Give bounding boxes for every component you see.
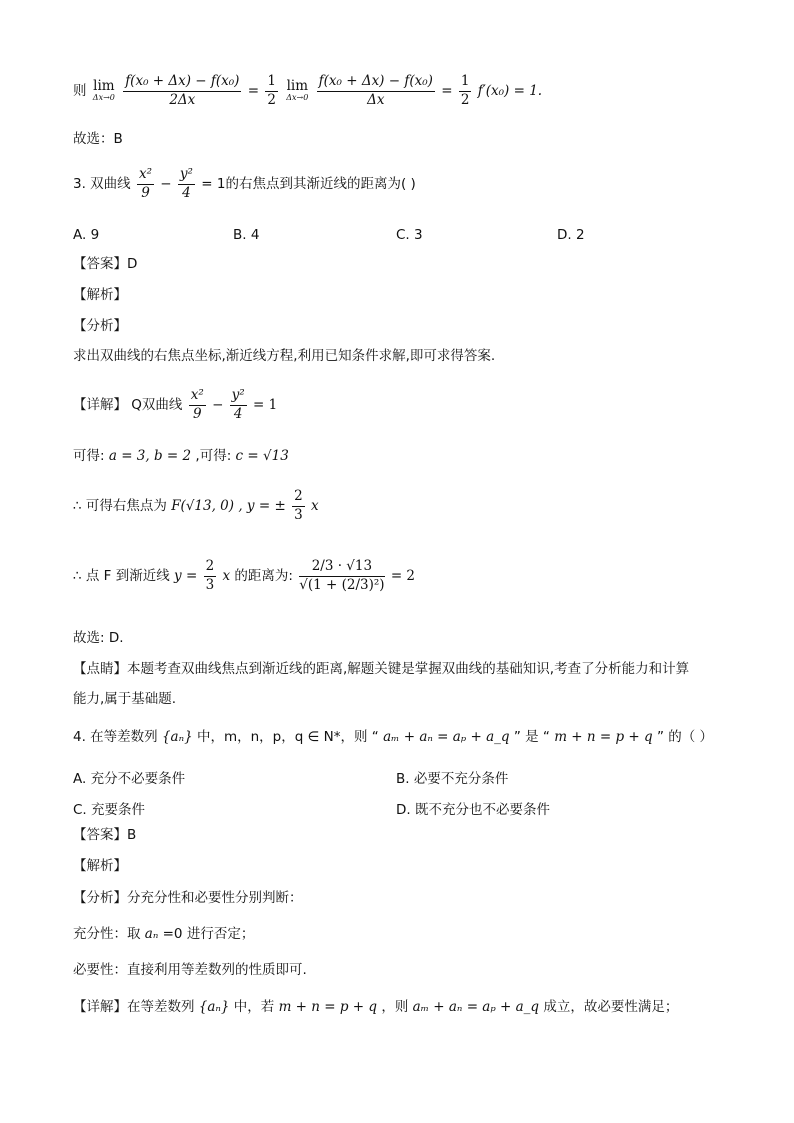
q3-detail-line <box>73 389 277 421</box>
q3-detail-four: 4 <box>233 405 243 422</box>
q3-x2: x² <box>137 168 154 185</box>
q3-option-a: A. 9 <box>73 227 100 243</box>
q3-ab-prefix: 可得: <box>73 448 105 464</box>
half-numerator: 1 <box>265 75 278 92</box>
q4-cond2: m + n = p + q <box>554 729 653 745</box>
q4-suff-tail: =0 进行否定； <box>162 926 255 942</box>
q4-stem <box>73 731 713 745</box>
half-denominator-2: 2 <box>460 91 470 108</box>
q3-dist-big-fraction <box>299 560 384 592</box>
q4-suff-var: aₙ <box>144 926 159 942</box>
q3-y-fraction <box>178 168 195 200</box>
fraction-1 <box>123 75 241 107</box>
q4-stem-prefix: 4. 在等差数列 <box>73 729 158 745</box>
q3-detail-y2: y² <box>230 389 247 406</box>
lim-sub-2: Δx→0 <box>286 93 309 103</box>
q3-nine: 9 <box>141 184 150 201</box>
equals-1: = <box>247 83 260 99</box>
q3-ab-line <box>73 450 289 464</box>
q3-four: 4 <box>182 184 191 201</box>
q3-detail-nine: 9 <box>192 405 202 422</box>
half-fraction <box>265 75 278 107</box>
q3-option-d: D. 2 <box>557 227 585 243</box>
fraction-2 <box>317 75 435 107</box>
q4-detail-prefix: 【详解】在等差数列 <box>73 999 195 1015</box>
q4-option-d: D. 既不充分也不必要条件 <box>396 802 550 818</box>
q4-answer: 【答案】B <box>73 827 137 843</box>
q4-stem-mid: 中，m，n，p，q ∈ N*，则 “ <box>196 729 379 745</box>
half-fraction-2 <box>459 75 472 107</box>
q3-detail-x-fraction <box>189 389 206 421</box>
q4-option-b: B. 必要不充分条件 <box>396 771 509 787</box>
q3-dist-prefix: ∴ 点 F 到渐近线 <box>73 568 170 584</box>
q3-stem-prefix: 3. 双曲线 <box>73 176 131 192</box>
q3-dist-y: y = <box>174 568 198 584</box>
q3-dist-num: 2/3 · √13 <box>299 560 384 577</box>
q3-detail-eq-tail: = 1 <box>253 397 278 413</box>
q3-analysis-tag: 【解析】 <box>73 287 127 303</box>
q3-dist-fraction: $\frac{2}{3}$ <box>205 558 215 593</box>
q3-detail-x2: x² <box>189 389 206 406</box>
lim-sub: Δx→0 <box>92 93 115 103</box>
q4-sufficiency <box>73 928 254 942</box>
fraction-1-denominator: 2Δx <box>169 91 196 108</box>
q4-stem-tail: ” 的（ ） <box>656 729 714 745</box>
q4-cond1: aₘ + aₙ = aₚ + a_q <box>383 729 510 745</box>
q3-y2: y² <box>178 168 195 185</box>
q3-dianjing: 【点睛】本题考查双曲线焦点到渐近线的距离,解题关键是掌握双曲线的基础知识,考查了分析能力和计算 <box>73 661 690 677</box>
q3-c-prefix: ,可得: <box>195 448 232 464</box>
q3-answer: 【答案】D <box>73 256 138 272</box>
q4-option-a: A. 充分不必要条件 <box>73 771 186 787</box>
fraction-2-denominator: Δx <box>367 91 385 108</box>
q3-dist-x: x <box>222 568 231 584</box>
lim-text: lim <box>93 77 115 94</box>
equals-2: = <box>441 83 453 99</box>
q3-dist-result: = 2 <box>390 568 416 584</box>
limit-operator <box>92 77 115 103</box>
q4-detail-mid2: ，则 <box>381 999 409 1015</box>
q3-asym-fraction: $\frac{2}{3}$ <box>294 488 303 523</box>
q3-dist-den: √(1 + (2/3)²) <box>299 576 385 593</box>
lim-text-2: lim <box>286 77 309 94</box>
q4-stem-mid2: ” 是 “ <box>513 729 550 745</box>
q4-detail-cond: m + n = p + q <box>278 999 378 1015</box>
q3-c-value: c = √13 <box>235 448 289 464</box>
q3-distance-line <box>73 560 415 592</box>
q3-stem-suffix: = 1的右焦点到其渐近线的距离为( ) <box>201 176 416 192</box>
q3-ab-values: a = 3, b = 2 <box>108 448 192 464</box>
q2-prefix: 则 <box>73 83 87 99</box>
q3-choice: 故选: D. <box>73 630 124 646</box>
q4-analysis-tag: 【解析】 <box>73 858 127 874</box>
q4-seq: {aₙ} <box>161 729 193 745</box>
q3-detail-tag: 【详解】 <box>73 397 127 413</box>
q3-dist-mid: 的距离为: <box>234 568 293 584</box>
q3-detail-y-fraction <box>230 389 247 421</box>
q3-asym-value: , y = ± <box>238 498 286 514</box>
q2-choice: 故选：B <box>73 131 123 147</box>
q4-detail-seq: {aₙ} <box>198 999 230 1015</box>
fraction-1-numerator: f(x₀ + Δx) − f(x₀) <box>123 75 241 92</box>
q3-fenxi-text: 求出双曲线的右焦点坐标,渐近线方程,利用已知条件求解,即可求得答案. <box>73 348 496 364</box>
q2-result: f′(x₀) = 1. <box>477 83 543 99</box>
q4-detail-res: aₘ + aₙ = aₚ + a_q <box>412 999 540 1015</box>
q2-limit-line <box>73 75 542 107</box>
q3-x-fraction <box>137 168 154 200</box>
limit-operator-2 <box>286 77 309 103</box>
half-numerator-2: 1 <box>459 75 472 92</box>
q4-option-c: C. 充要条件 <box>73 802 146 818</box>
q3-dianjing-2: 能力,属于基础题. <box>73 691 177 707</box>
q3-stem <box>73 168 416 200</box>
half-denominator: 2 <box>267 91 276 108</box>
fraction-2-numerator: f(x₀ + Δx) − f(x₀) <box>317 75 435 92</box>
q3-fenxi-tag: 【分析】 <box>73 318 127 334</box>
q3-detail-minus: − <box>212 397 224 413</box>
q4-detail-mid: 中，若 <box>233 999 275 1015</box>
q3-option-c: C. 3 <box>396 227 423 243</box>
q3-focus-line <box>73 490 319 522</box>
q3-option-b: B. 4 <box>233 227 260 243</box>
q4-detail-tail: 成立，故必要性满足； <box>543 999 679 1015</box>
q3-focus-prefix: ∴ 可得右焦点为 <box>73 498 167 514</box>
q4-detail <box>73 1001 678 1015</box>
q4-necessity: 必要性：直接利用等差数列的性质即可. <box>73 962 307 978</box>
q3-detail-because: Q双曲线 <box>131 397 183 413</box>
q3-focus-value: F(√13, 0) <box>171 498 235 514</box>
q3-minus: − <box>160 176 172 192</box>
q4-fenxi: 【分析】分充分性和必要性分别判断： <box>73 890 303 906</box>
q3-asym-x: x <box>310 498 319 514</box>
q4-suff-prefix: 充分性：取 <box>73 926 141 942</box>
